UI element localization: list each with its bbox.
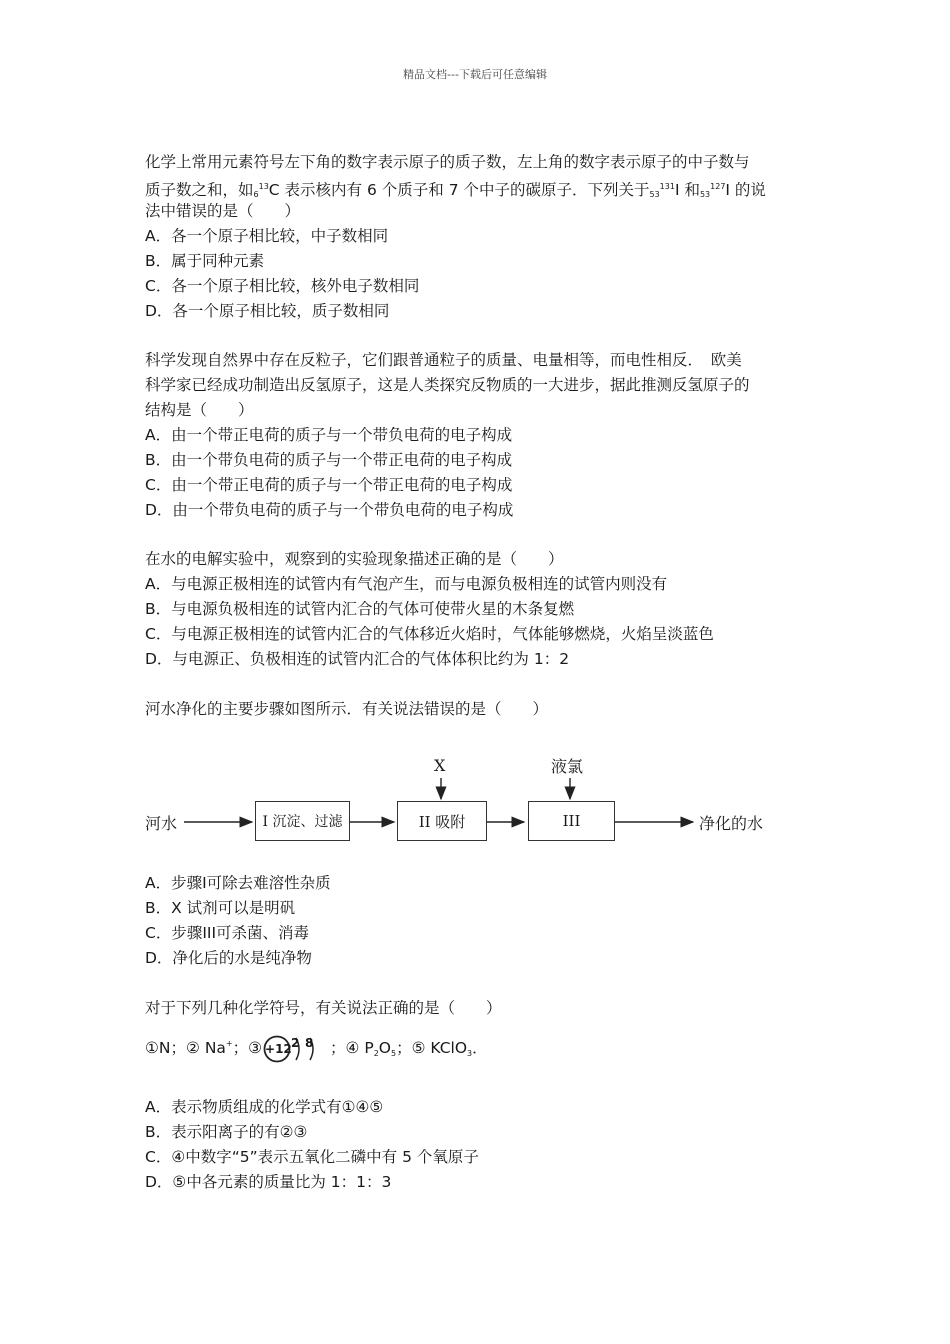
q1-option-b: B．属于同种元素 [145, 252, 265, 270]
label-liquid-chlorine: 液氯 [551, 757, 584, 776]
q2-option-b: B．由一个带负电荷的质子与一个带正电荷的电子构成 [145, 451, 513, 469]
q1-option-c: C．各一个原子相比较，核外电子数相同 [145, 277, 420, 295]
q5-symbols-line: ①N；② Na+；③ +12 2 8 ；④ P2O5；⑤ KClO3． [145, 1030, 488, 1068]
na-charge: + [225, 1039, 233, 1048]
i131-atomic-number: 53 [649, 190, 660, 199]
clo-subscript: 3 [467, 1049, 473, 1058]
atomic-structure-diagram [262, 1035, 330, 1063]
box-step3: III [528, 801, 615, 841]
p-subscript: 2 [373, 1049, 379, 1058]
o-subscript: 5 [390, 1049, 397, 1058]
nucleus-charge: +12 [265, 1041, 292, 1056]
shell2-electrons: 8 [305, 1035, 314, 1050]
q5-stem: 对于下列几种化学符号，有关说法正确的是（ ） [145, 999, 502, 1017]
q4-option-a: A．步骤Ⅰ可除去难溶性杂质 [145, 874, 331, 892]
q5-option-c: C．④中数字“5”表示五氧化二磷中有 5 个氧原子 [145, 1148, 479, 1166]
q5-option-d: D．⑤中各元素的质量比为 1：1：3 [145, 1173, 392, 1191]
shell1-electrons: 2 [291, 1035, 300, 1050]
q1-option-a: A．各一个原子相比较，中子数相同 [145, 227, 389, 245]
i127-mass-number: 127 [710, 182, 726, 191]
label-x-reagent: X [434, 756, 446, 775]
box-step2: II 吸附 [397, 801, 487, 841]
q1-stem-line3: 法中错误的是（ ） [145, 202, 301, 220]
i131-mass-number: 131 [659, 182, 675, 191]
c-atomic-number: 6 [253, 190, 259, 199]
box-step1: I 沉淀、过滤 [255, 801, 350, 841]
q2-option-d: D．由一个带负电荷的质子与一个带负电荷的电子构成 [145, 501, 514, 519]
q3-option-b: B．与电源负极相连的试管内汇合的气体可使带火星的木条复燃 [145, 600, 575, 618]
page-header: 精品文档---下载后可任意编辑 [403, 68, 547, 81]
label-purified-water: 净化的水 [699, 814, 764, 833]
q2-option-a: A．由一个带正电荷的质子与一个带负电荷的电子构成 [145, 426, 513, 444]
i127-atomic-number: 53 [699, 190, 711, 199]
q2-stem-line1: 科学发现自然界中存在反粒子，它们跟普通粒子的质量、电量相等，而电性相反． 欧美 [145, 351, 742, 369]
q3-stem: 在水的电解实验中，观察到的实验现象描述正确的是（ ） [145, 550, 564, 568]
q2-option-c: C．由一个带正电荷的质子与一个带正电荷的电子构成 [145, 476, 513, 494]
q4-stem: 河水净化的主要步骤如图所示．有关说法错误的是（ ） [145, 700, 549, 718]
label-river-water: 河水 [145, 814, 178, 833]
c-mass-number: 13 [258, 182, 269, 191]
q4-option-d: D．净化后的水是纯净物 [145, 949, 312, 967]
q1-stem-line1: 化学上常用元素符号左下角的数字表示原子的质子数，左上角的数字表示原子的中子数与 [145, 153, 750, 171]
q2-stem-line3: 结构是（ ） [145, 401, 254, 419]
q3-option-a: A．与电源正极相连的试管内有气泡产生，而与电源负极相连的试管内则没有 [145, 575, 668, 593]
q3-option-c: C．与电源正极相连的试管内汇合的气体移近火焰时，气体能够燃烧，火焰呈淡蓝色 [145, 625, 714, 643]
q4-option-b: B．X 试剂可以是明矾 [145, 899, 296, 917]
q4-option-c: C．步骤III可杀菌、消毒 [145, 924, 310, 942]
q2-stem-line2: 科学家已经成功制造出反氢原子，这是人类探究反物质的一大进步，据此推测反氢原子的 [145, 376, 750, 394]
q3-option-d: D．与电源正、负极相连的试管内汇合的气体体积比约为 1：2 [145, 650, 570, 668]
q5-option-a: A．表示物质组成的化学式有①④⑤ [145, 1098, 384, 1116]
q5-option-b: B．表示阳离子的有②③ [145, 1123, 308, 1141]
q1-stem-line2: 质子数之和，如$_6^{13}$C 表示核内有 6 个质子和 7 个中子的碳原子．下列关于$_{53}^{131}$I 和$_{53}^{127}$I 的说 [145, 181, 766, 199]
q1-option-d: D．各一个原子相比较，质子数相同 [145, 302, 390, 320]
